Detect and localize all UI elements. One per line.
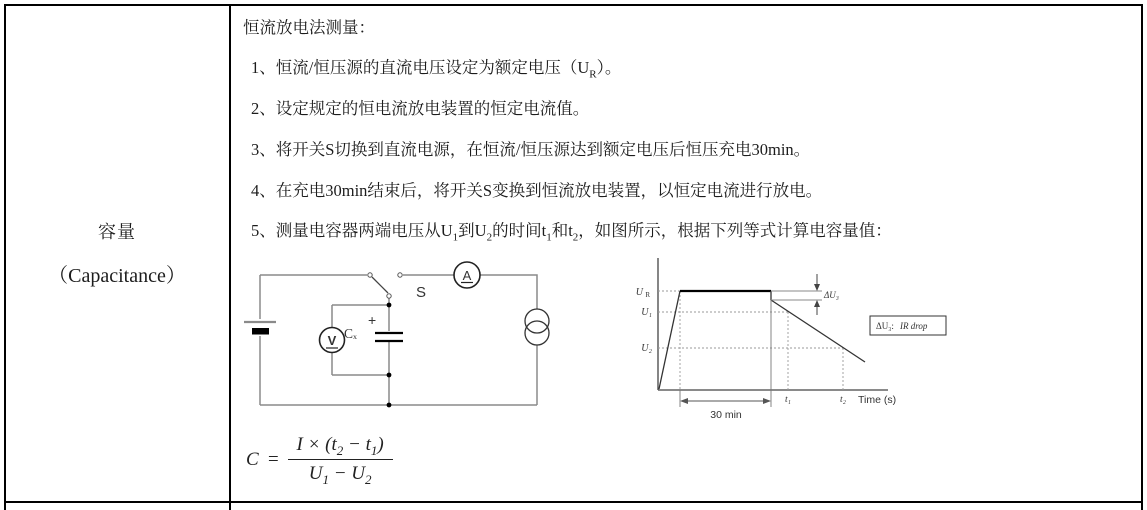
y-label-ur-sub: R: [645, 291, 650, 299]
procedure-step-1: [251, 54, 622, 81]
current-source-symbol: [525, 309, 549, 345]
formula-numerator: [288, 434, 393, 460]
numerator-sub-2: 2: [336, 442, 344, 458]
formula-fraction: [288, 434, 393, 485]
step5-sub-t1: 1: [546, 231, 552, 244]
x-axis-title: Time (s): [858, 394, 897, 406]
numerator-text: I × (t: [296, 434, 337, 455]
numerator-text: − t: [343, 434, 371, 455]
formula-denominator: [288, 460, 393, 485]
note-prefix: ΔU₃:: [876, 321, 894, 331]
step5-text: 到U: [458, 221, 487, 240]
row-title-en: （Capacitance）: [48, 265, 186, 287]
ammeter-label: A: [462, 268, 472, 283]
procedure-step-3: 3、将开关S切换到直流电源，在恒流/恒压源达到额定电压后恒压充电30min。: [251, 140, 811, 159]
charge-span-arrow: [680, 398, 771, 421]
switch-label: S: [416, 284, 427, 301]
denominator-text: U: [308, 463, 323, 484]
y-label-u2: U₂: [641, 343, 652, 354]
x-label-t1: t₁: [785, 395, 791, 405]
delta-u3-label: ΔU₃: [824, 290, 839, 300]
ir-drop-annotation: [771, 274, 839, 315]
battery-symbol: [244, 322, 276, 335]
step5-text: 和t: [551, 221, 573, 240]
graph-axes: [658, 258, 888, 390]
formula-equals: =: [266, 448, 280, 470]
measurement-circuit-diagram: [240, 255, 560, 420]
step5-text-end: ，如图所示，根据下列等式计算电容量值：: [578, 221, 892, 240]
numerator-sub-1: 1: [370, 442, 378, 458]
step5-text: 的时间t: [492, 221, 547, 240]
capacitor-polarity-plus: +: [368, 312, 377, 328]
charge-window-boundaries: [680, 300, 771, 407]
step5-sub-u1: 1: [452, 231, 459, 244]
procedure-heading: 恒流放电法测量：: [243, 18, 375, 37]
step5-text: 5、测量电容器两端电压从U: [251, 221, 453, 240]
table-row-divider: [4, 501, 1141, 503]
denominator-sub-1: 1: [322, 471, 329, 487]
capacitance-formula: [246, 434, 393, 485]
charge-span-label: 30 min: [710, 409, 742, 421]
switch-symbol: [368, 273, 402, 298]
step1-subscript: R: [589, 68, 597, 81]
capacitor-label: Cₓ: [344, 326, 357, 341]
procedure-step-2: 2、设定规定的恒电流放电装置的恒定电流值。: [251, 99, 590, 118]
ammeter-symbol: [454, 262, 480, 288]
step1-text: 1、恒流/恒压源的直流电压设定为额定电压（U: [251, 58, 590, 77]
numerator-text: ): [377, 434, 384, 455]
y-label-u1: U₁: [641, 307, 652, 318]
y-label-ur: U: [635, 287, 643, 298]
procedure-step-5: [251, 217, 892, 244]
formula-lhs: C: [246, 448, 259, 470]
voltmeter-symbol: [320, 328, 345, 353]
denominator-text: − U: [328, 463, 365, 484]
denominator-sub-2: 2: [365, 471, 372, 487]
table-outer-border: [4, 4, 1143, 510]
voltage-time-graph: [630, 253, 960, 425]
voltmeter-label: V: [327, 333, 337, 348]
ir-drop-note-box: [870, 316, 946, 335]
table-column-divider: [229, 4, 231, 510]
voltage-curve: [659, 291, 865, 389]
x-label-t2: t₂: [840, 395, 846, 405]
step1-text-end: ）。: [596, 58, 622, 77]
procedure-step-4: 4、在充电30min结束后，将开关S变换到恒流放电装置，以恒定电流进行放电。: [251, 181, 823, 200]
note-ir-drop: IR drop: [900, 321, 928, 331]
step5-sub-t2: 2: [572, 231, 579, 244]
capacitor-symbol: [375, 333, 403, 341]
row-title-zh: 容量: [98, 222, 136, 242]
step5-sub-u2: 2: [486, 231, 493, 244]
